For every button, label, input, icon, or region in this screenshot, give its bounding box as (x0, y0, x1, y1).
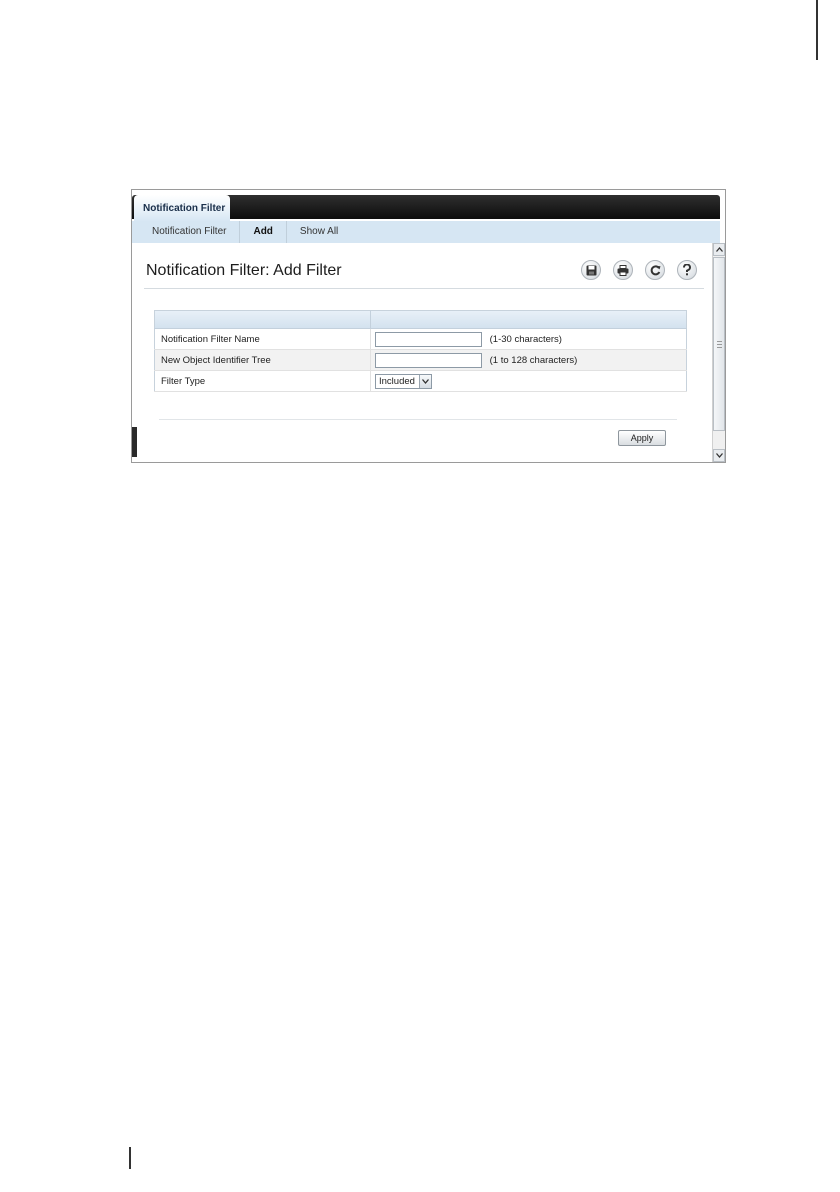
page-footer-mark (129, 1147, 131, 1169)
subnav-item-notification-filter[interactable]: Notification Filter (152, 226, 227, 237)
content-panel (132, 243, 712, 462)
help-icon[interactable] (677, 260, 697, 280)
grip-icon (717, 341, 722, 348)
tab-notification-filter[interactable]: Notification Filter (134, 195, 230, 221)
filter-type-label: Filter Type (155, 371, 371, 392)
page-title: Notification Filter: Add Filter (146, 262, 342, 279)
table-header (155, 311, 687, 329)
title-divider (144, 288, 704, 289)
form-footer-divider (159, 419, 677, 420)
subnav-item-show-all[interactable]: Show All (299, 226, 339, 237)
oid-tree-hint: (1 to 128 characters) (489, 354, 578, 366)
sub-navigation (132, 221, 720, 243)
filter-type-selected: Included (379, 375, 415, 387)
refresh-icon[interactable] (645, 260, 665, 280)
print-icon[interactable] (613, 260, 633, 280)
filter-type-select[interactable] (375, 374, 432, 389)
form-row-filter-type (155, 371, 687, 392)
scroll-down-button[interactable] (713, 449, 725, 462)
page-edge-mark (816, 0, 818, 60)
oid-tree-input[interactable] (375, 353, 482, 368)
oid-tree-label: New Object Identifier Tree (155, 350, 371, 371)
page-actions (581, 260, 697, 280)
filter-name-hint: (1-30 characters) (489, 333, 562, 345)
side-handle[interactable] (132, 427, 137, 457)
scroll-thumb[interactable] (713, 257, 725, 431)
vertical-scrollbar[interactable] (712, 243, 725, 462)
add-filter-form (154, 310, 687, 392)
scroll-up-button[interactable] (713, 243, 725, 256)
form-row-filter-name (155, 329, 687, 350)
chevron-down-icon (716, 453, 723, 458)
filter-name-input[interactable] (375, 332, 482, 347)
filter-name-label: Notification Filter Name (155, 329, 371, 350)
save-icon[interactable] (581, 260, 601, 280)
form-row-oid-tree (155, 350, 687, 371)
chevron-down-icon (419, 375, 431, 388)
chevron-up-icon (716, 247, 723, 252)
ui-screenshot-frame (131, 189, 726, 463)
subnav-item-add[interactable]: Add (239, 221, 286, 243)
apply-button[interactable]: Apply (618, 430, 666, 446)
